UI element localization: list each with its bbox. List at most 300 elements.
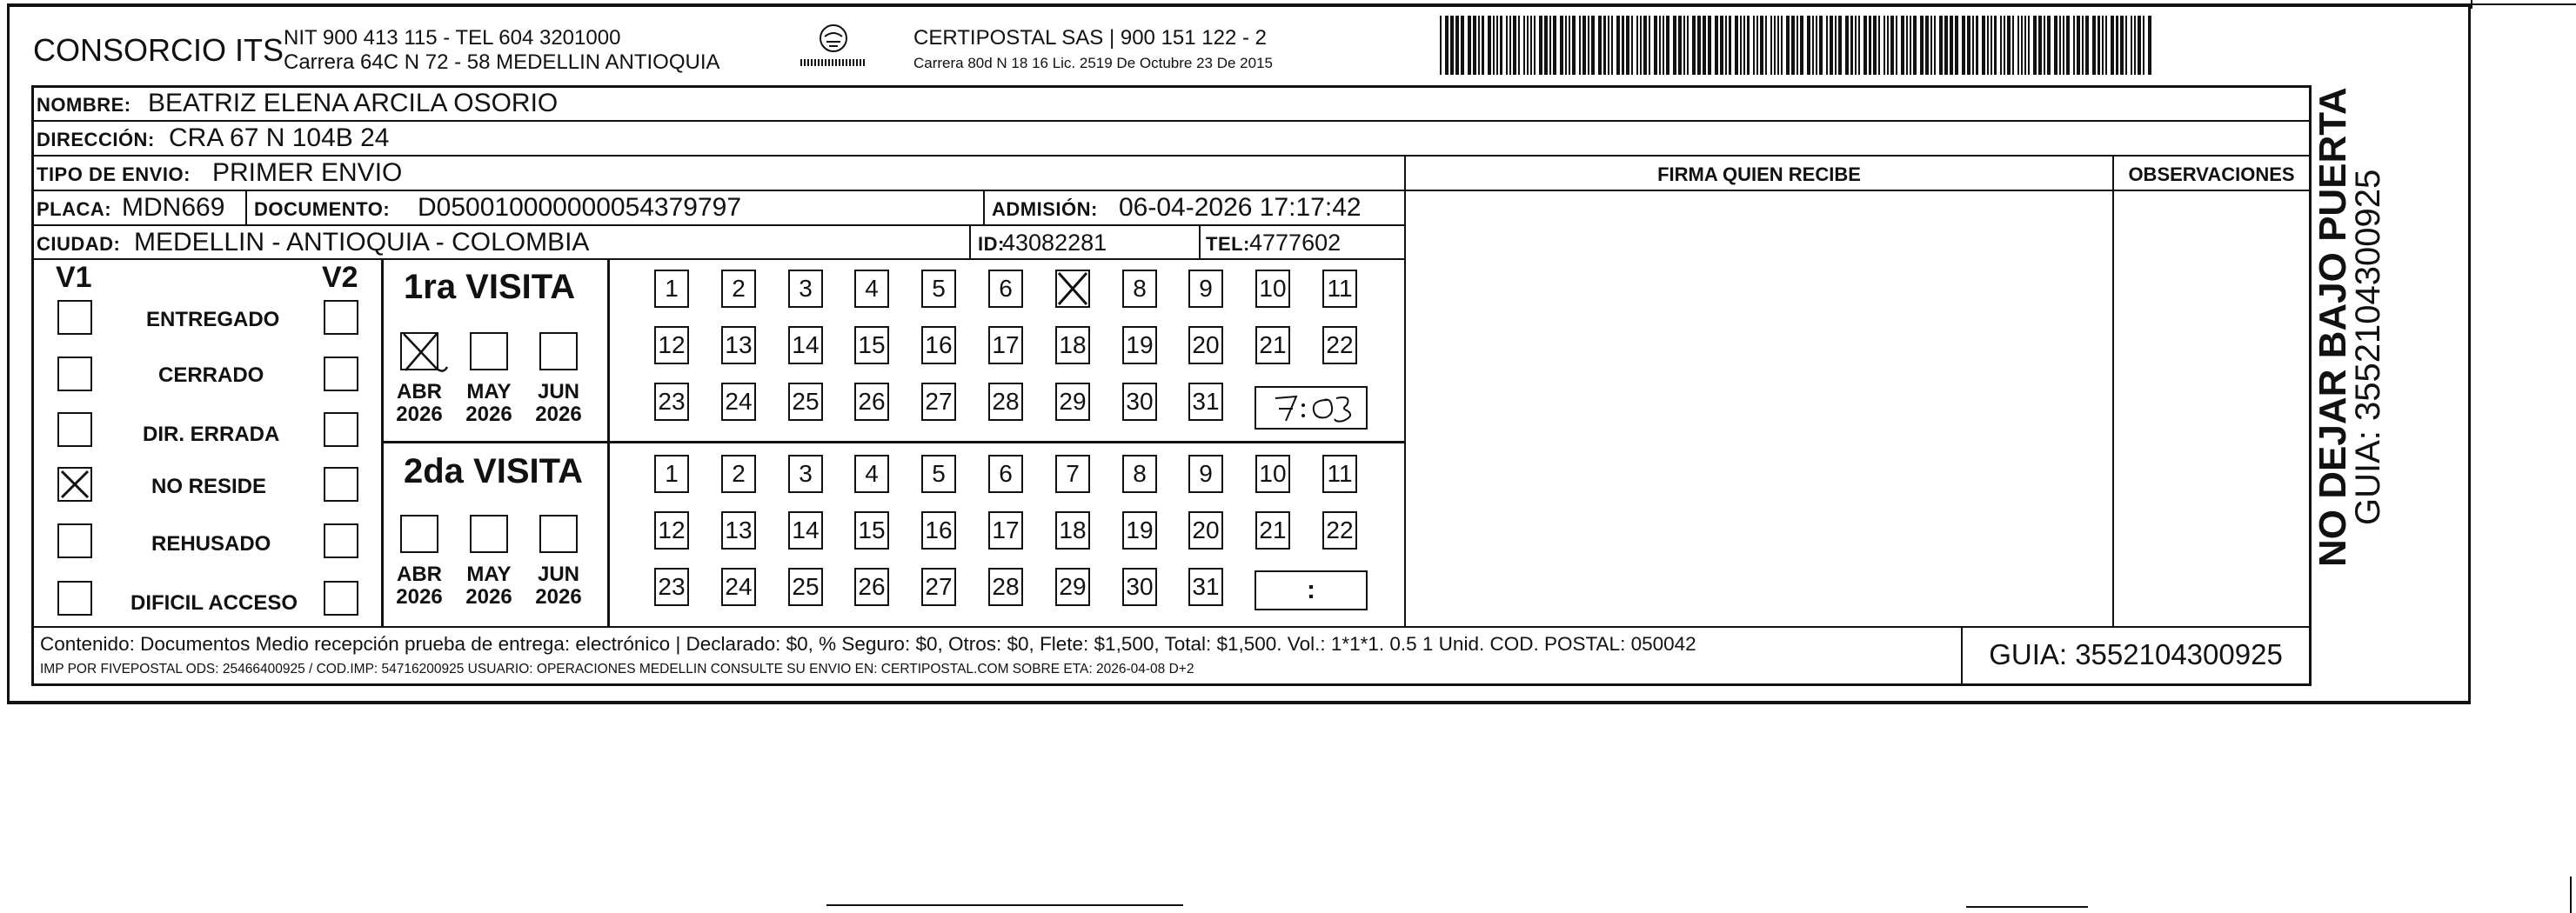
barcode-bar: [2012, 16, 2014, 75]
documento-label: DOCUMENTO:: [254, 198, 391, 220]
barcode-bar: [2085, 16, 2089, 75]
barcode-bar: [1654, 16, 1657, 75]
second-month-may-label: [460, 563, 518, 610]
month-name: MAY: [466, 380, 512, 403]
first-month-abr-box[interactable]: [400, 332, 438, 370]
check-x-icon: [59, 469, 90, 500]
barcode-bar: [1934, 16, 1936, 75]
second-day-18[interactable]: 18: [1055, 511, 1090, 550]
second-day-11[interactable]: 11: [1322, 455, 1357, 493]
barcode-bar: [1955, 16, 1958, 75]
first-month-may-box[interactable]: [470, 332, 508, 370]
barcode-bar: [1608, 16, 1609, 75]
barcode-bar: [2066, 16, 2070, 75]
check-x-icon: [1057, 271, 1088, 306]
v2-dificil-acceso-checkbox[interactable]: [324, 581, 358, 616]
nombre-value: BEATRIZ ELENA ARCILA OSORIO: [148, 89, 559, 117]
barcode-bar: [1631, 16, 1633, 75]
tel-label: TEL:: [1206, 233, 1250, 255]
option-entregado: ENTREGADO: [146, 308, 280, 331]
barcode-bar: [1756, 16, 1758, 75]
barcode-bar: [1539, 16, 1542, 75]
barcode-bar: [2116, 16, 2118, 75]
barcode-bar: [1830, 16, 1833, 75]
admision-value: 06-04-2026 17:17:42: [1119, 193, 1362, 222]
barcode-bar: [1845, 16, 1849, 75]
barcode-bar: [1781, 16, 1783, 75]
visit-split-line: [381, 441, 1406, 443]
barcode-bar: [1473, 16, 1476, 75]
barcode-bar: [1858, 16, 1860, 75]
barcode-bar: [1544, 16, 1548, 75]
barcode-bar: [2000, 16, 2002, 75]
second-day-31[interactable]: 31: [1188, 568, 1223, 606]
second-day-7[interactable]: 7: [1055, 455, 1090, 493]
barcode-bar: [1725, 16, 1727, 75]
v1-rehusado-checkbox[interactable]: [57, 523, 92, 558]
v1-entregado-checkbox[interactable]: [57, 300, 92, 335]
left-edge-line: [7, 3, 10, 704]
signature-left-line: [1404, 155, 1406, 626]
barcode-bar: [1991, 16, 1992, 75]
cell-divider: [969, 224, 971, 258]
month-name: JUN: [537, 380, 579, 403]
barcode-bar: [2047, 16, 2051, 75]
v1-no-reside-checkbox[interactable]: [57, 467, 92, 502]
next-label-corner: [2570, 876, 2572, 913]
barcode-bar: [1753, 16, 1755, 75]
barcode-bar: [1896, 16, 1897, 75]
second-day-5[interactable]: 5: [921, 455, 956, 493]
barcode-bar: [2073, 16, 2075, 75]
barcode-bar: [1518, 16, 1520, 75]
cell-divider: [1199, 224, 1201, 258]
barcode-bar: [2024, 16, 2026, 75]
barcode-bar: [1838, 16, 1842, 75]
cell-divider: [983, 190, 985, 224]
placa-label: PLACA:: [37, 198, 112, 220]
barcode-bar: [1622, 16, 1624, 75]
barcode-bar: [1572, 16, 1576, 75]
placa-value: MDN669: [122, 193, 225, 222]
barcode-bar: [2111, 16, 2114, 75]
barcode-bar: [1950, 16, 1953, 75]
firma-header: FIRMA QUIEN RECIBE: [1657, 163, 1861, 185]
barcode-bar: [2033, 16, 2037, 75]
month-year: 2026: [535, 585, 582, 610]
second-day-9[interactable]: 9: [1188, 455, 1223, 493]
barcode-bar: [1855, 16, 1857, 75]
barcode-bar: [2077, 16, 2080, 75]
barcode-bar: [1509, 16, 1511, 75]
second-day-12[interactable]: 12: [654, 511, 689, 550]
barcode-bar: [1816, 16, 1817, 75]
second-day-8[interactable]: 8: [1122, 455, 1157, 493]
barcode-bar: [2021, 16, 2023, 75]
v1-cerrado-checkbox[interactable]: [57, 357, 92, 391]
barcode-bar: [1967, 16, 1970, 75]
barcode-bar: [2143, 16, 2144, 75]
barcode-bar: [1939, 16, 1943, 75]
first-day-21[interactable]: 21: [1255, 326, 1290, 364]
barcode-bar: [1579, 16, 1581, 75]
tipo-envio-value: PRIMER ENVIO: [212, 158, 403, 187]
barcode-bar: [2063, 16, 2064, 75]
nombre-label: NOMBRE:: [37, 94, 131, 116]
second-month-abr-box[interactable]: [400, 515, 438, 553]
tel-value: 4777602: [1249, 230, 1342, 256]
first-day-26[interactable]: 26: [854, 383, 889, 421]
certipostal-logo-icon: [818, 23, 849, 54]
barcode-bar: [1920, 16, 1924, 75]
logo-caption-mark: [800, 59, 866, 66]
v2-no-reside-checkbox[interactable]: [324, 467, 358, 502]
barcode-bar: [1598, 16, 1602, 75]
first-day-7[interactable]: [1055, 270, 1090, 308]
observaciones-left-line: [2112, 155, 2114, 626]
barcode-bar: [2134, 16, 2136, 75]
v1-label: V1: [56, 261, 92, 294]
barcode-bar: [1703, 16, 1706, 75]
month-name: MAY: [466, 563, 512, 586]
first-visit-time-box[interactable]: [1255, 386, 1368, 430]
first-day-13[interactable]: 13: [721, 326, 756, 364]
month-name: ABR: [397, 563, 442, 586]
barcode-bar: [2054, 16, 2057, 75]
second-day-3[interactable]: 3: [788, 455, 823, 493]
barcode-bar: [2138, 16, 2141, 75]
barcode-bar: [1553, 16, 1556, 75]
barcode-bar: [1890, 16, 1894, 75]
first-day-30[interactable]: 30: [1122, 383, 1157, 421]
second-day-17[interactable]: 17: [988, 511, 1023, 550]
first-visit-title: 1ra VISITA: [404, 268, 576, 306]
month-year: 2026: [535, 403, 582, 427]
barcode-bar: [2098, 16, 2100, 75]
barcode-bar: [1523, 16, 1525, 75]
first-month-abr-label: [391, 381, 448, 427]
documento-value: D050010000000054379797: [418, 193, 742, 222]
cell-divider: [245, 190, 247, 224]
v2-dir-errada-checkbox[interactable]: [324, 412, 358, 447]
barcode-bar: [1770, 16, 1772, 75]
second-day-19[interactable]: 19: [1122, 511, 1157, 550]
barcode-bar: [1982, 16, 1985, 75]
first-day-9[interactable]: 9: [1188, 270, 1223, 308]
barcode-bar: [2017, 16, 2019, 75]
first-month-may-label: [460, 381, 518, 427]
guia-side: GUIA: 3552104300925: [2349, 169, 2387, 525]
month-name: ABR: [397, 380, 442, 403]
cut-line-right: [2472, 3, 2576, 5]
v1-dir-errada-checkbox[interactable]: [57, 412, 92, 447]
top-edge-line: [7, 3, 2471, 7]
second-day-2[interactable]: 2: [721, 455, 756, 493]
barcode-bar: [1513, 16, 1516, 75]
first-day-14[interactable]: 14: [788, 326, 823, 364]
first-day-5[interactable]: 5: [921, 270, 956, 308]
option-dificil-acceso: DIFICIL ACCESO: [130, 591, 298, 615]
second-day-15[interactable]: 15: [854, 511, 889, 550]
v2-cerrado-checkbox[interactable]: [324, 357, 358, 391]
barcode-bar: [2092, 16, 2096, 75]
barcode-bar: [1715, 16, 1718, 75]
first-month-jun-label: [530, 381, 587, 427]
barcode-bar: [1743, 16, 1745, 75]
barcode-bar: [1493, 16, 1495, 75]
barcode-bar: [1588, 16, 1589, 75]
barcode-bar: [1786, 16, 1790, 75]
first-day-29[interactable]: 29: [1055, 383, 1090, 421]
second-month-may-box[interactable]: [470, 515, 508, 553]
barcode-bar: [1962, 16, 1965, 75]
second-month-abr-label: [391, 563, 448, 610]
form-top-line: [31, 85, 2309, 88]
barcode-bar: [1673, 16, 1676, 75]
second-day-29[interactable]: 29: [1055, 568, 1090, 606]
barcode-bar: [1603, 16, 1606, 75]
carrier-name: CERTIPOSTAL SAS | 900 151 122 - 2: [913, 26, 1267, 50]
barcode-bar: [1692, 16, 1696, 75]
first-day-11[interactable]: 11: [1322, 270, 1357, 308]
second-day-4[interactable]: 4: [854, 455, 889, 493]
right-edge-line: [2468, 3, 2471, 704]
barcode-bar: [1925, 16, 1929, 75]
month-year: 2026: [396, 403, 443, 427]
barcode-bar: [1461, 16, 1464, 75]
first-day-10[interactable]: 10: [1255, 270, 1290, 308]
barcode-bar: [2105, 16, 2107, 75]
barcode-bar: [1640, 16, 1642, 75]
carrier-license: Carrera 80d N 18 16 Lic. 2519 De Octubre 23 De 2015: [913, 55, 1273, 71]
barcode-bar: [1887, 16, 1889, 75]
barcode-bar: [1611, 16, 1613, 75]
next-label-edge: [1966, 906, 2088, 908]
barcode-bar: [2059, 16, 2061, 75]
barcode-bar: [1972, 16, 1974, 75]
barcode-bar: [1987, 16, 1989, 75]
barcode-bar: [1765, 16, 1767, 75]
barcode-bar: [1450, 16, 1454, 75]
barcode-bar: [1812, 16, 1814, 75]
option-rehusado: REHUSADO: [151, 532, 271, 556]
second-visit-title: 2da VISITA: [404, 452, 583, 490]
barcode-bar: [1930, 16, 1932, 75]
form-left-line: [31, 85, 34, 685]
barcode-bar: [2038, 16, 2042, 75]
second-month-jun-box[interactable]: [539, 515, 578, 553]
barcode-bar: [1720, 16, 1723, 75]
barcode-bar: [1569, 16, 1570, 75]
barcode-bar: [1687, 16, 1689, 75]
first-day-20[interactable]: 20: [1188, 326, 1223, 364]
second-day-26[interactable]: 26: [854, 568, 889, 606]
second-day-6[interactable]: 6: [988, 455, 1023, 493]
barcode-bar: [1496, 16, 1498, 75]
barcode-bar: [1735, 16, 1738, 75]
first-month-jun-box[interactable]: [539, 332, 578, 370]
barcode-bar: [1666, 16, 1669, 75]
barcode-bar: [1819, 16, 1823, 75]
month-year: 2026: [465, 585, 512, 610]
ciudad-value: MEDELLIN - ANTIOQUIA - COLOMBIA: [134, 228, 590, 257]
row-line: [31, 155, 2309, 157]
row-line: [31, 190, 1434, 191]
second-day-16[interactable]: 16: [921, 511, 956, 550]
guia-footer-box: GUIA: 3552104300925: [1989, 638, 2283, 670]
barcode-bar: [1468, 16, 1471, 75]
barcode-bar: [1760, 16, 1763, 75]
row-line: [31, 120, 2309, 122]
company-nit: NIT 900 413 115 - TEL 604 3201000: [284, 26, 621, 50]
barcode-bar: [1901, 16, 1904, 75]
month-name: JUN: [537, 563, 579, 586]
barcode-bar: [1591, 16, 1595, 75]
barcode-bar: [2148, 16, 2151, 75]
barcode-bar: [2044, 16, 2045, 75]
second-day-27[interactable]: 27: [921, 568, 956, 606]
option-dir-errada: DIR. ERRADA: [143, 423, 280, 446]
handwritten-time-7-03: [1256, 388, 1366, 428]
barcode-bar: [1826, 16, 1828, 75]
barcode-bar: [1478, 16, 1480, 75]
barcode-bar: [1913, 16, 1917, 75]
barcode-bar: [1560, 16, 1563, 75]
second-day-1[interactable]: 1: [654, 455, 689, 493]
barcode-bar: [1944, 16, 1948, 75]
barcode-bar: [2028, 16, 2030, 75]
barcode-bar: [1565, 16, 1567, 75]
form-bottom-line: [31, 683, 2312, 686]
barcode-bar: [1488, 16, 1491, 75]
second-day-23[interactable]: 23: [654, 568, 689, 606]
barcode-bar: [2102, 16, 2104, 75]
barcode-bar: [1663, 16, 1664, 75]
first-day-2[interactable]: 2: [721, 270, 756, 308]
contents-line: Contenido: Documentos Medio recepción prueba de entrega: electrónico | Declarado: $0, % Seguro: $0, Otros: $0, Flete: $1,500, Total: $1,500. Vol.: 1*1*1. 0.5 1 Unid. COD. POSTAL: 050042: [40, 633, 1696, 655]
barcode-bar: [1740, 16, 1742, 75]
second-day-25[interactable]: 25: [788, 568, 823, 606]
first-day-22[interactable]: 22: [1322, 326, 1357, 364]
option-no-reside: NO RESIDE: [151, 475, 267, 498]
second-day-22[interactable]: 22: [1322, 511, 1357, 550]
second-day-20[interactable]: 20: [1188, 511, 1223, 550]
second-day-13[interactable]: 13: [721, 511, 756, 550]
id-label: ID:: [978, 233, 1005, 255]
second-day-10[interactable]: 10: [1255, 455, 1290, 493]
direccion-label: DIRECCIÓN:: [37, 129, 155, 150]
barcode-bar: [1649, 16, 1650, 75]
second-month-jun-label: [530, 563, 587, 610]
bottom-edge-line: [7, 701, 2471, 704]
second-day-14[interactable]: 14: [788, 511, 823, 550]
direccion-value: CRA 67 N 104B 24: [169, 123, 390, 152]
barcode-bar: [1440, 16, 1442, 75]
second-day-24[interactable]: 24: [721, 568, 756, 606]
first-day-1[interactable]: 1: [654, 270, 689, 308]
first-day-23[interactable]: 23: [654, 383, 689, 421]
admision-label: ADMISIÓN:: [992, 198, 1098, 220]
row-line: [31, 258, 1406, 260]
barcode-bar: [1906, 16, 1908, 75]
first-day-8[interactable]: 8: [1122, 270, 1157, 308]
barcode-bar: [1527, 16, 1529, 75]
first-day-17[interactable]: 17: [988, 326, 1023, 364]
barcode-bar: [1708, 16, 1711, 75]
first-day-27[interactable]: 27: [921, 383, 956, 421]
barcode-bar: [1678, 16, 1682, 75]
barcode-bar: [1683, 16, 1685, 75]
barcode-bar: [2082, 16, 2084, 75]
second-day-30[interactable]: 30: [1122, 568, 1157, 606]
v2-entregado-checkbox[interactable]: [324, 300, 358, 335]
barcode-bar: [1883, 16, 1885, 75]
month-year: 2026: [465, 403, 512, 427]
no-dejar-bajo-puerta: NO DEJAR BAJO PUERTA: [2312, 87, 2354, 567]
barcode-bar: [1835, 16, 1837, 75]
footer-top-line: [31, 626, 2309, 628]
ciudad-label: CIUDAD:: [37, 233, 121, 255]
barcode-bar: [2131, 16, 2132, 75]
observaciones-header: OBSERVACIONES: [2128, 163, 2295, 185]
v2-rehusado-checkbox[interactable]: [324, 523, 358, 558]
first-day-28[interactable]: 28: [988, 383, 1023, 421]
barcode-bar: [1747, 16, 1750, 75]
barcode-bar: [1659, 16, 1661, 75]
second-day-28[interactable]: 28: [988, 568, 1023, 606]
barcode-bar: [1697, 16, 1701, 75]
first-day-6[interactable]: 6: [988, 270, 1023, 308]
v1-dificil-acceso-checkbox[interactable]: [57, 581, 92, 616]
first-day-24[interactable]: 24: [721, 383, 756, 421]
barcode-bar: [1800, 16, 1803, 75]
first-day-18[interactable]: 18: [1055, 326, 1090, 364]
id-value: 43082281: [1002, 230, 1107, 256]
row-line: [1405, 190, 2309, 191]
imp-line: IMP POR FIVEPOSTAL ODS: 25466400925 / COD.IMP: 54716200925 USUARIO: OPERACIONES MEDELLIN CONSULTE SU ENVIO EN: CERTIPOSTAL.COM SOBRE ETA: 2026-04-08 D+2: [40, 662, 1194, 676]
month-year: 2026: [396, 585, 443, 610]
second-visit-time-box[interactable]: :: [1255, 570, 1368, 610]
barcode-bar: [1873, 16, 1877, 75]
barcode-bar: [2125, 16, 2127, 75]
first-day-3[interactable]: 3: [788, 270, 823, 308]
barcode-bar: [1878, 16, 1880, 75]
first-day-19[interactable]: 19: [1122, 326, 1157, 364]
barcode: [1440, 16, 2153, 75]
barcode-bar: [1582, 16, 1586, 75]
barcode-bar: [1530, 16, 1532, 75]
first-day-16[interactable]: 16: [921, 326, 956, 364]
barcode-bar: [1850, 16, 1853, 75]
barcode-bar: [1636, 16, 1638, 75]
first-day-15[interactable]: 15: [854, 326, 889, 364]
check-x-icon: [398, 330, 451, 383]
second-day-21[interactable]: 21: [1255, 511, 1290, 550]
barcode-bar: [1534, 16, 1536, 75]
barcode-bar: [1863, 16, 1867, 75]
first-day-25[interactable]: 25: [788, 383, 823, 421]
barcode-bar: [1643, 16, 1647, 75]
first-day-31[interactable]: 31: [1188, 383, 1223, 421]
barcode-bar: [1869, 16, 1871, 75]
first-day-4[interactable]: 4: [854, 270, 889, 308]
barcode-bar: [2007, 16, 2011, 75]
barcode-bar: [1791, 16, 1795, 75]
barcode-bar: [1729, 16, 1731, 75]
option-cerrado: CERRADO: [158, 363, 264, 387]
first-day-12[interactable]: 12: [654, 326, 689, 364]
barcode-bar: [1445, 16, 1449, 75]
